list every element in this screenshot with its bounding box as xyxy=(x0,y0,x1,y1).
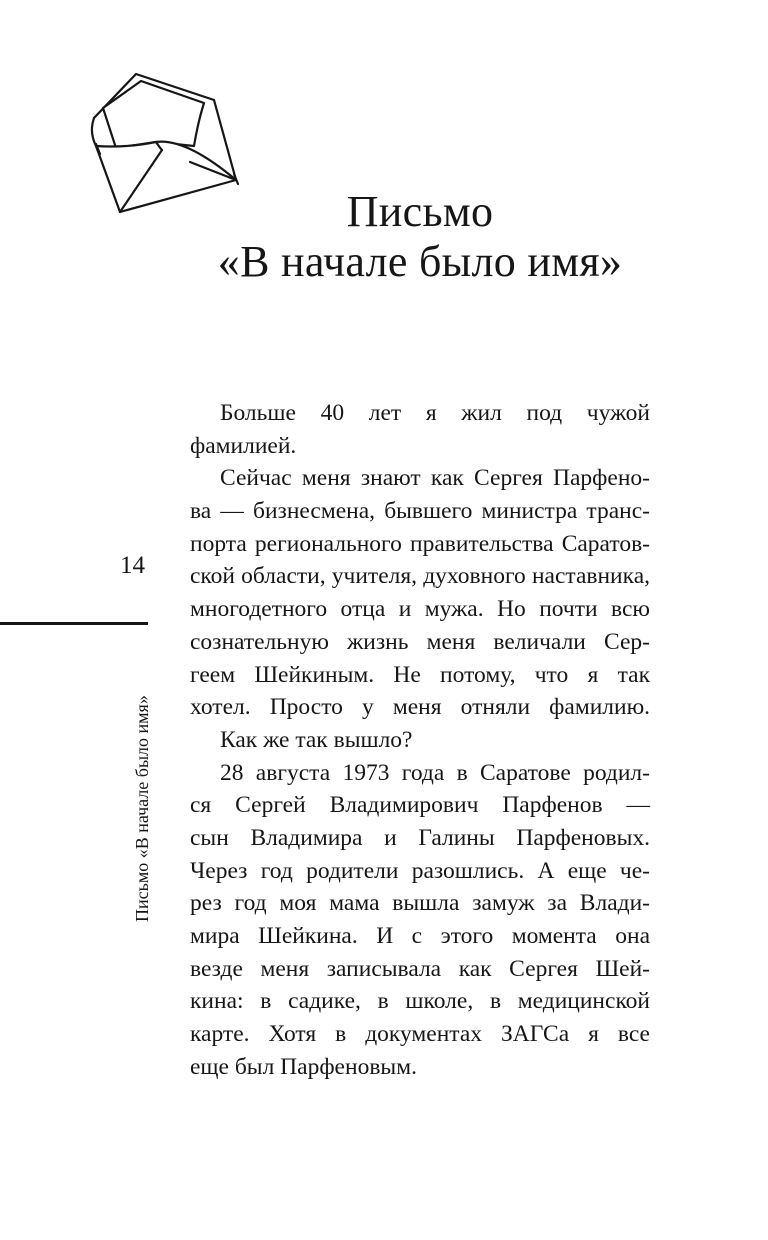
text-line: Сейчас меня знают как Сергея Парфено- xyxy=(220,465,650,492)
text-line: 28 августа 1973 года в Саратове родил- xyxy=(220,759,650,786)
text-line: мира Шейкина. И с этого момента она xyxy=(190,923,650,949)
text-line: фамилией. xyxy=(190,432,297,459)
text-line: многодетного отца и мужа. Но почти всю xyxy=(190,596,650,623)
body-text xyxy=(190,397,650,1083)
text-line: порта регионального правительства Саратов- xyxy=(190,530,650,557)
text-line: карте. Хотя в документах ЗАГСа я все xyxy=(190,1021,650,1048)
margin-divider xyxy=(0,622,148,625)
text-line: сознательную жизнь меня величали Сер- xyxy=(190,628,650,655)
text-line: Через год родители разошлись. А еще че- xyxy=(190,857,650,884)
text-line: хотел. Просто у меня отняли фамилию. xyxy=(190,694,650,721)
chapter-title xyxy=(170,187,670,287)
running-head: Письмо «В начале было имя» xyxy=(132,695,152,922)
text-line: еще был Парфеновым. xyxy=(190,1053,417,1080)
text-line: Как же так вышло? xyxy=(220,726,413,753)
page-number: 14 xyxy=(120,552,145,579)
text-line: рез год моя мама вышла замуж за Влади- xyxy=(190,890,650,917)
text-line: ской области, учителя, духовного наставника, xyxy=(190,563,650,590)
chapter-title-line1: Письмо xyxy=(346,187,494,237)
text-line: Больше 40 лет я жил под чужой xyxy=(220,400,650,426)
text-line: сын Владимира и Галины Парфеновых. xyxy=(190,824,650,851)
chapter-title-line2: «В начале было имя» xyxy=(217,237,623,287)
text-line: кина: в садике, в школе, в медицинской xyxy=(190,988,650,1015)
text-line: ва — бизнесмена, бывшего министра транс- xyxy=(190,498,650,525)
text-line: геем Шейкиным. Не потому, что я так xyxy=(190,661,650,688)
text-line: ся Сергей Владимирович Парфенов — xyxy=(190,792,650,819)
text-line: везде меня записывала как Сергея Шей- xyxy=(190,955,650,982)
